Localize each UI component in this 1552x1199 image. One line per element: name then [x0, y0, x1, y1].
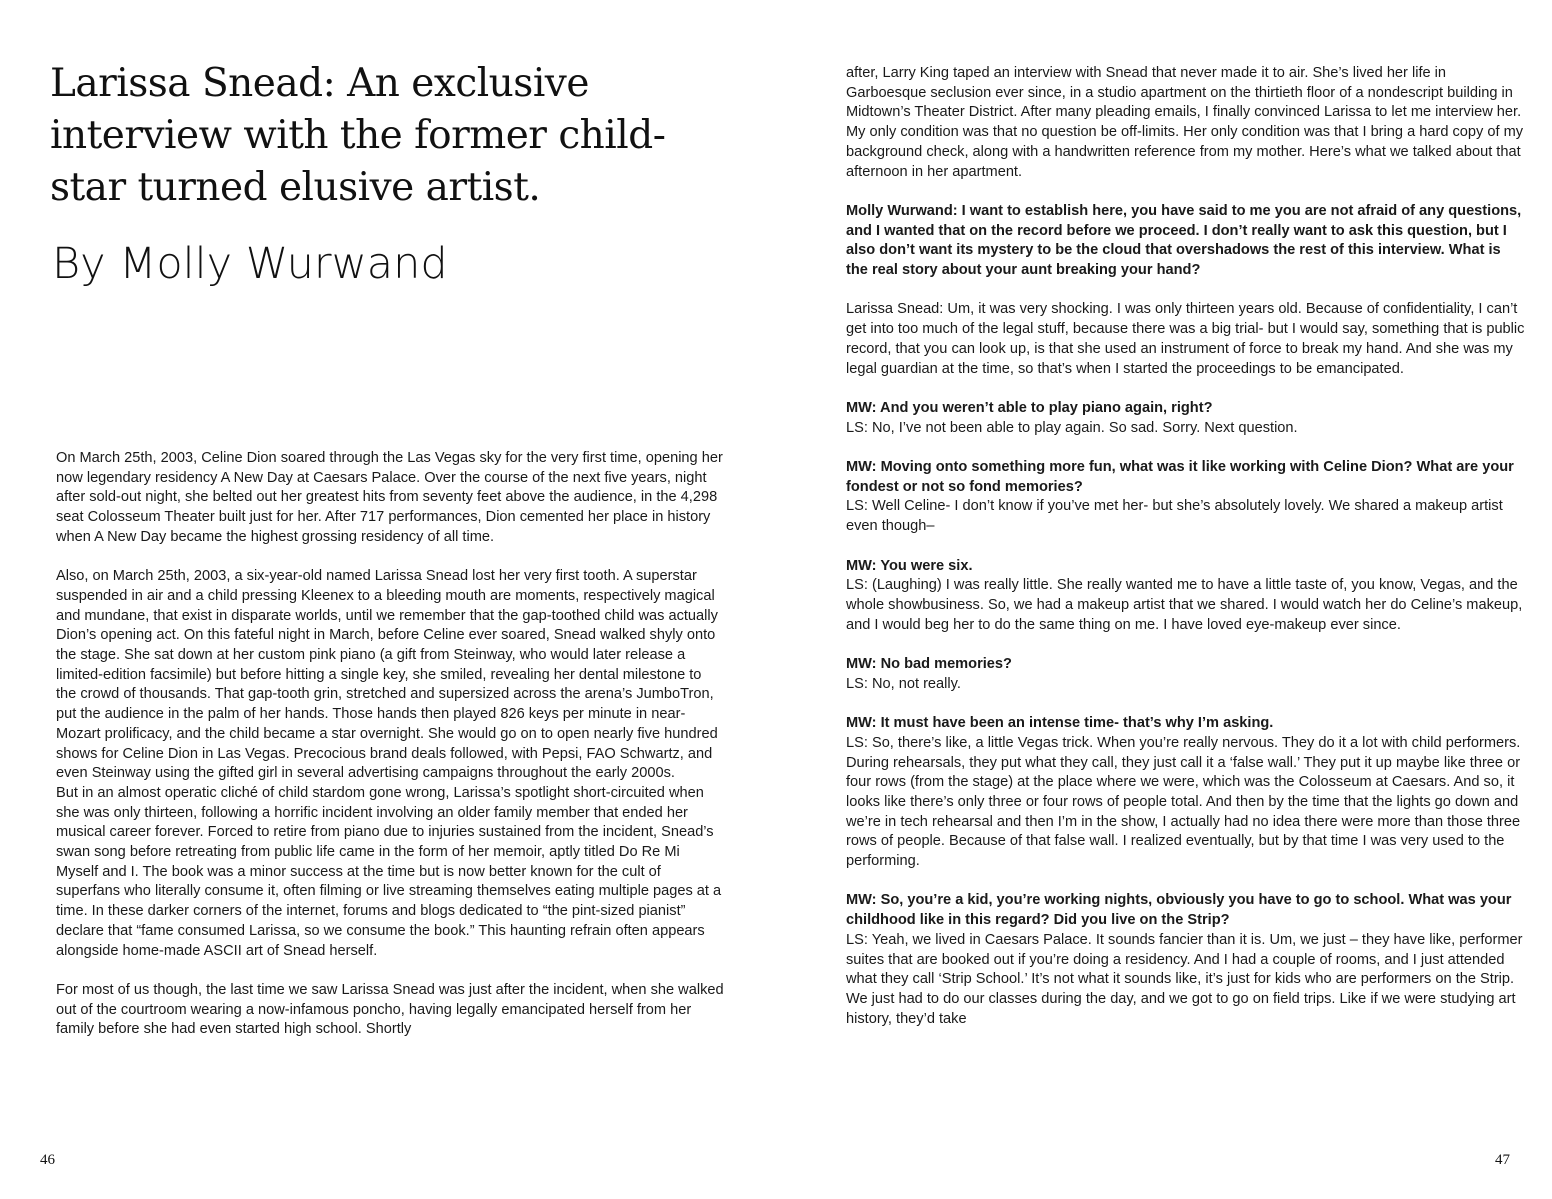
interview-exchange: [846, 202, 1526, 281]
answer: LS: No, I’ve not been able to play again. So sad. Sorry. Next question.: [846, 419, 1298, 436]
question: MW: And you weren’t able to play piano again, right?: [846, 399, 1213, 416]
page-number-right: 47: [1495, 1152, 1510, 1168]
answer: LS: Yeah, we lived in Caesars Palace. It sounds fancier than it is. Um, we just – they have like, performer suites that are booked out if you’re doing a residency. And I had a couple of rooms, and I just attended what they call ‘Strip School.’ It’s not what it sounds like, it’s just for kids who are performers on the Strip. We just had to do our classes during the day, and we got to go on field trips. Like if we were studying art history, they’d take: [846, 931, 1523, 1027]
answer: LS: (Laughing) I was really little. She really wanted me to have a little taste of, you know, Vegas, and the whole showbusiness. So, we had a makeup artist that we shared. I would watch her do Celine’s makeup, and I would beg her to do the same thing on me. I have loved eye-makeup ever since.: [846, 577, 1523, 633]
interview-exchange: [846, 655, 1526, 694]
left-body-text: [56, 449, 724, 1060]
question: MW: You were six.: [846, 557, 973, 574]
paragraph: On March 25th, 2003, Celine Dion soared through the Las Vegas sky for the very first time, opening her now legendary residency A New Day at Caesars Palace. Over the course of the next five years, night after sold-out night, she belted out her greatest hits from seventy feet above the audience, in the 4,298 seat Colosseum Theater built just for her. After 717 performances, Dion cemented her place in history when A New Day became the highest grossing residency of all time.: [56, 450, 723, 545]
question: MW: Moving onto something more fun, what was it like working with Celine Dion? What are your fondest or not so fond memories?: [846, 459, 1514, 495]
interview-exchange: [846, 399, 1526, 438]
answer: LS: Well Celine- I don’t know if you’ve met her- but she’s absolutely lovely. We shared a makeup artist even though–: [846, 498, 1503, 535]
question: MW: No bad memories?: [846, 656, 1012, 672]
interview-exchange: [846, 557, 1526, 636]
right-body-text: [846, 64, 1526, 1049]
byline: By Molly Wurwand: [52, 239, 448, 289]
right-page: [776, 0, 1552, 1199]
question: MW: It must have been an intense time- that’s why I’m asking.: [846, 715, 1274, 732]
answer: LS: So, there’s like, a little Vegas trick. When you’re really nervous. They do it a lot with child performers. During rehearsals, they put what they call, they just call it a ‘false wall.’ They put it up maybe like three or four rows (from the stage) at the place where we were, which was the Colosseum at Caesars. And so, it looks like there’s only three or four rows of people total. And then by the time that the lights go down and we’re in tech rehearsal and then I’m in the show, I actually had no idea there were more than those three rows of people. Because of that false wall. I realized eventually, but by that time I was very used to the performing.: [846, 734, 1521, 870]
answer-paragraph: [846, 300, 1526, 379]
answer: Larissa Snead: Um, it was very shocking. I was only thirteen years old. Because of confidentiality, I can’t get into too much of the legal stuff, because there was a big trial- but I would say, something that is public record, that you can look up, is that she used an instrument of force to break my hand. And she was my legal guardian at the time, so that’s when I started the proceedings to be emancipated.: [846, 301, 1525, 377]
question: Molly Wurwand: I want to establish here, you have said to me you are not afraid of any questions, and I wanted that on the record before we proceed. I don’t really want to ask this question, but I also don’t want its mystery to be the cloud that overshadows the rest of this interview. What is the real story about your aunt breaking your hand?: [846, 202, 1522, 279]
article-title: Larissa Snead: An exclusive interview with the former child-star turned elusive artist.: [50, 61, 666, 210]
interview-exchange: [846, 458, 1526, 537]
answer: LS: No, not really.: [846, 675, 961, 692]
page-number-left: 46: [40, 1152, 55, 1168]
paragraph: For most of us though, the last time we saw Larissa Snead was just after the incident, when she walked out of the courtroom wearing a now-infamous poncho, having legally emancipated herself from her family before she had even started high school. Shortly: [56, 981, 724, 1038]
intro-paragraph: after, Larry King taped an interview with Snead that never made it to air. She’s lived her life in Garboesque seclusion ever since, in a studio apartment on the thirtieth floor of a nondescript building in Midtown’s Theater District. After many pleading emails, I finally convinced Larissa to let me interview her. My only condition was that no question be off-limits. Her only condition was that I bring a hard copy of my background check, along with a handwritten reference from my mother. Here’s what we talked about that afternoon in her apartment.: [846, 65, 1524, 180]
interview-exchange: [846, 891, 1526, 1029]
question: MW: So, you’re a kid, you’re working nights, obviously you have to go to school. What was your childhood like in this regard? Did you live on the Strip?: [846, 892, 1512, 929]
paragraph: Also, on March 25th, 2003, a six-year-old named Larissa Snead lost her very first tooth. A superstar suspended in air and a child pressing Kleenex to a bleeding mouth are moments, respectively magical and mundane, that exist in disparate worlds, until we remember that the gap-toothed child was actually Dion’s opening act. On this fateful night in March, before Celine ever soared, Snead walked shyly onto the stage. She sat down at her custom pink piano (a gift from Steinway, who would later release a limited-edition facsimile) but before hitting a single key, she smiled, revealing her dental milestone to the crowd of thousands. That gap-tooth grin, stretched and supersized across the arena’s JumboTron, put the audience in the palm of her hands. Those hands then played 826 keys per minute in near-Mozart prolificacy, and the child became a star overnight. She would go on to open nearly five hundred shows for Celine Dion in Las Vegas. Precocious brand deals followed, with Pepsi, FAO Schwartz, and even Steinway using the gifted girl in several advertising campaigns throughout the early 2000s. But in an almost operatic cliché of child stardom gone wrong, Larissa’s spotlight short-circuited when she was only thirteen, following a horrific incident involving an older family member that ended her musical career forever. Forced to retire from piano due to injuries sustained from the incident, Snead’s swan song before retreating from public life came in the form of her memoir, aptly titled Do Re Mi Myself and I. The book was a minor success at the time but is now better known for the cult of superfans who literally consume it, often filming or live streaming themselves eating multiple pages at a time. In these darker corners of the internet, forums and blogs dedicated to “the pint-sized pianist” declare that “fame consumed Larissa, so we consume the book.” This haunting refrain often appears alongside home-made ASCII art of Snead herself.: [56, 568, 722, 959]
interview-exchange: [846, 714, 1526, 872]
